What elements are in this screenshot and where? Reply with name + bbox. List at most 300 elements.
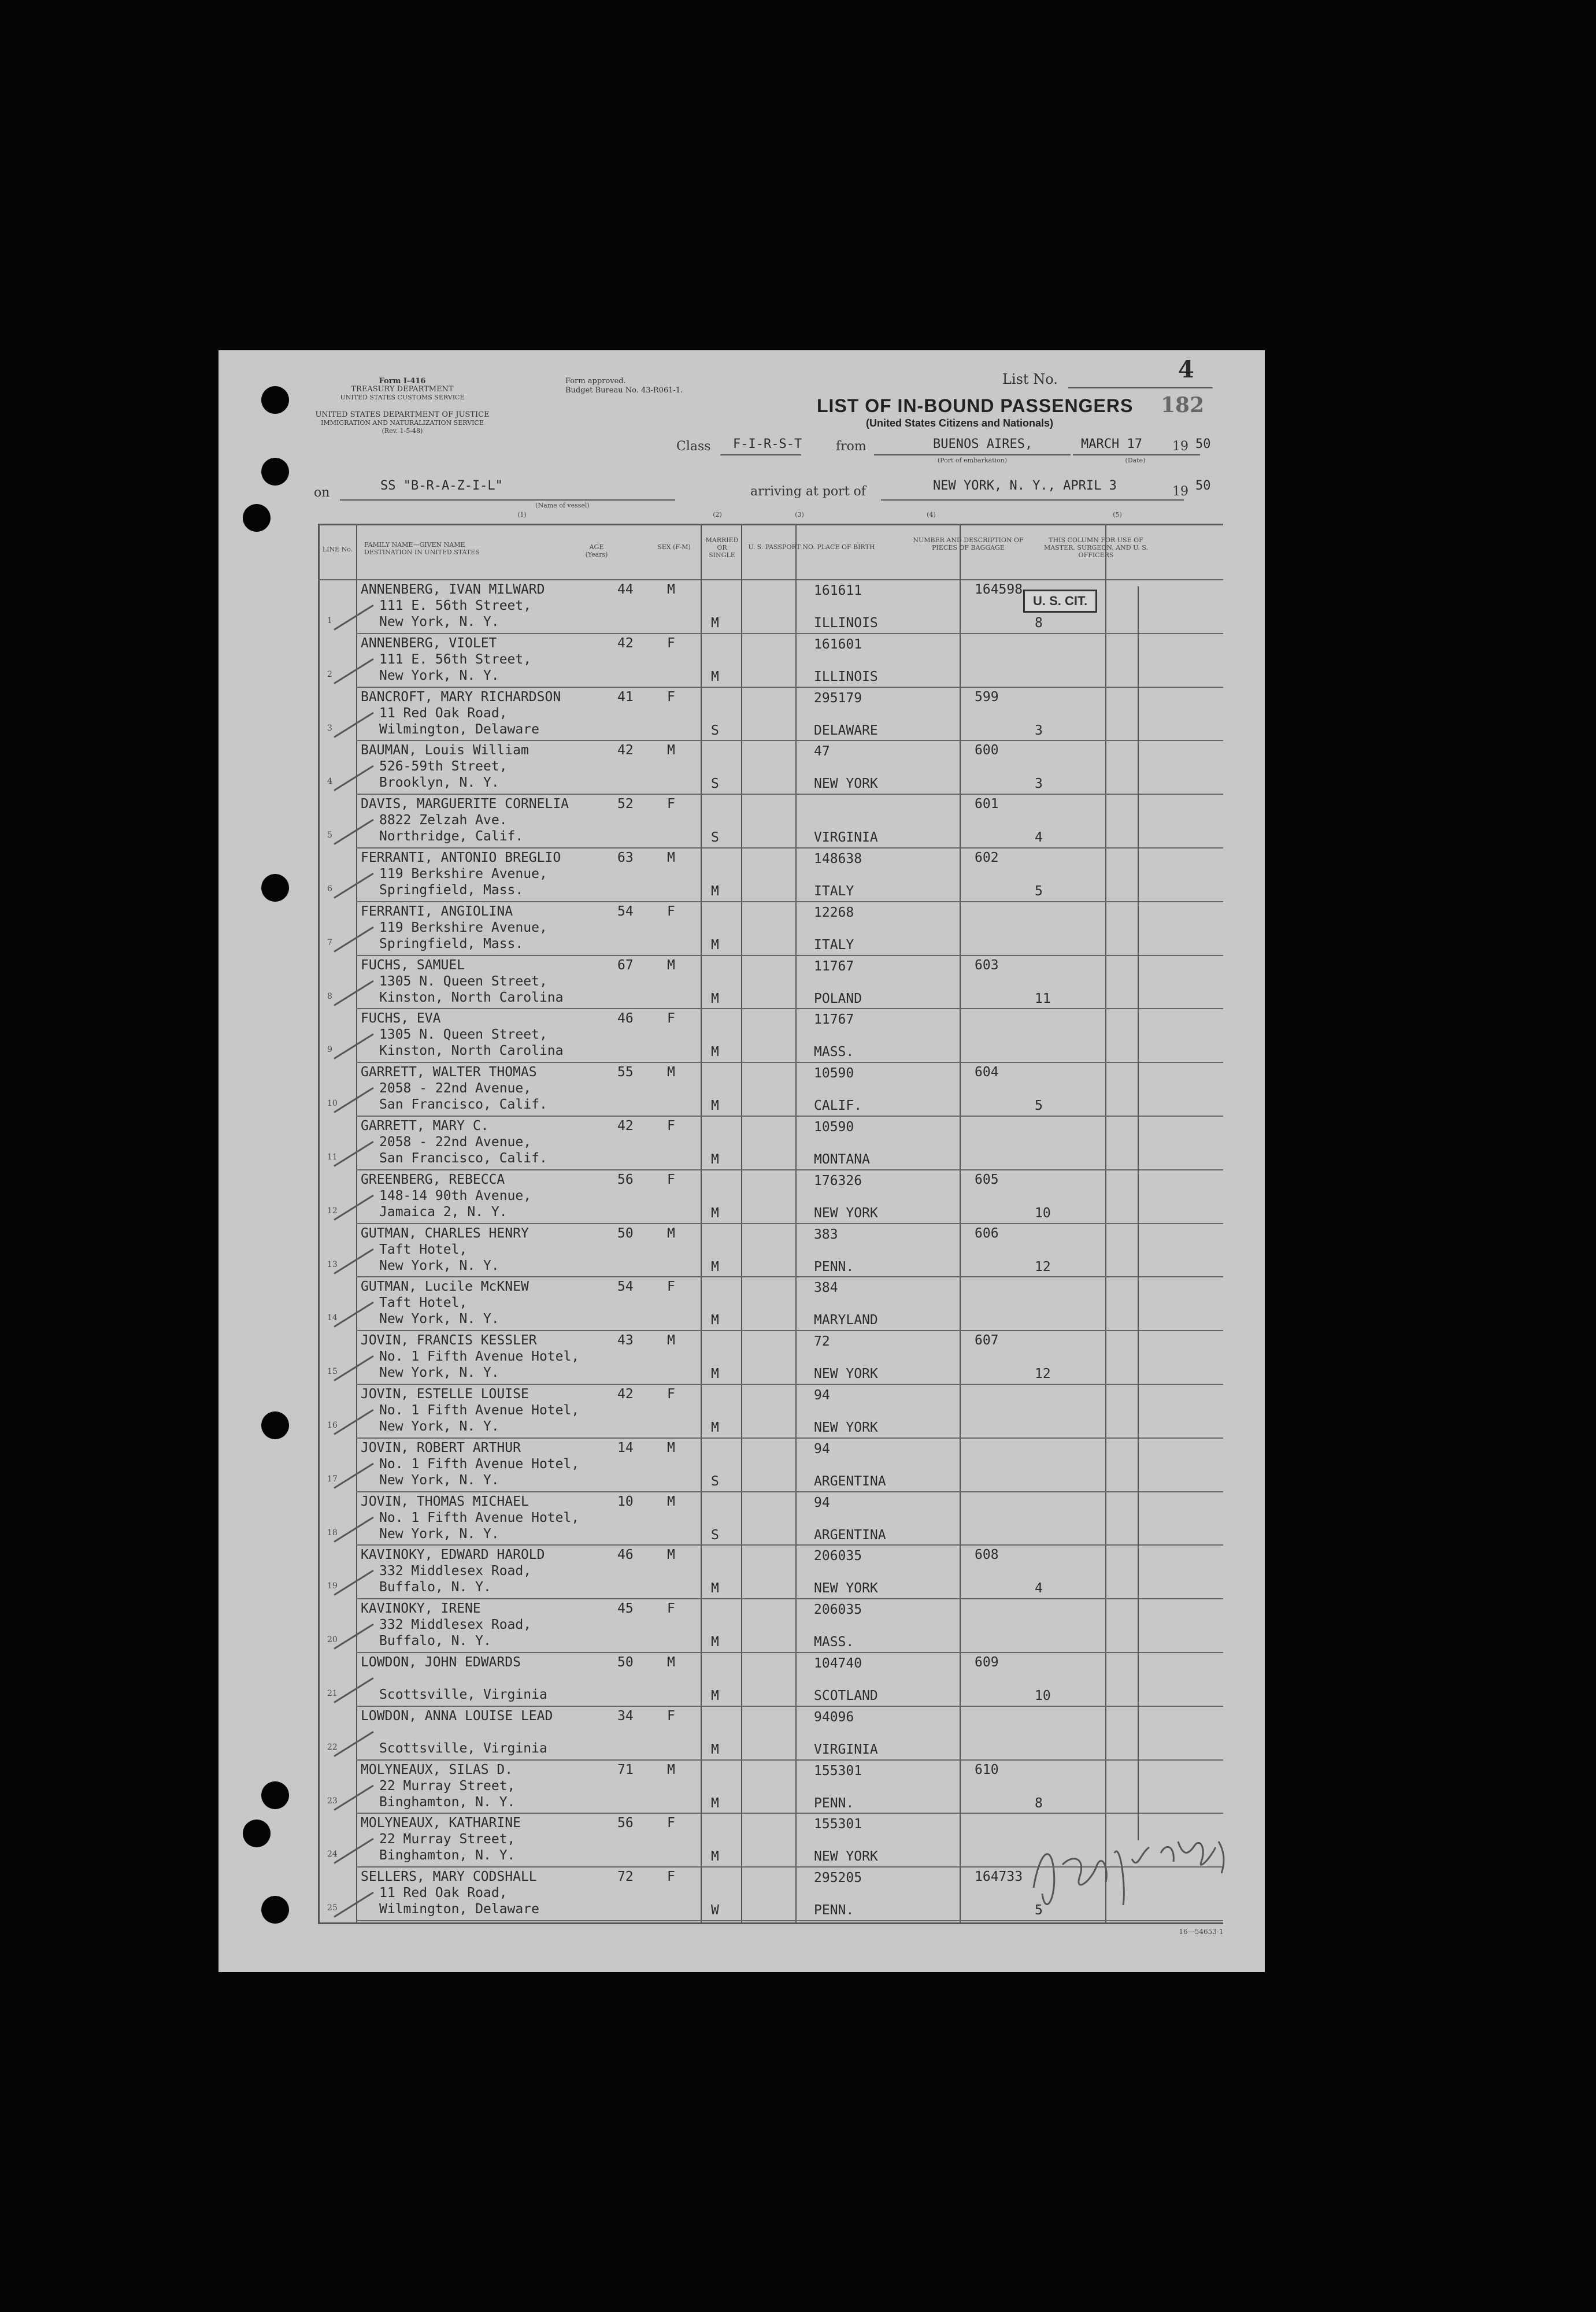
sex: F	[667, 1172, 675, 1187]
address-line-1: 2058 - 22nd Avenue,	[379, 1135, 532, 1150]
table-row	[318, 1170, 1220, 1224]
marital-status: M	[711, 1044, 719, 1060]
line-number: 10	[327, 1099, 338, 1109]
date-caption: (Date)	[1125, 457, 1146, 464]
table-row	[318, 902, 1220, 956]
line-number: 14	[327, 1313, 338, 1323]
check-mark	[334, 712, 373, 738]
table-row	[318, 1439, 1220, 1492]
address-line-1: 332 Middlesex Road,	[379, 1617, 532, 1633]
table-row	[318, 634, 1220, 688]
baggage-number: 606	[975, 1225, 999, 1241]
age: 43	[617, 1333, 634, 1348]
address-line-2: Kinston, North Carolina	[379, 1043, 564, 1059]
address-line-1: No. 1 Fifth Avenue Hotel,	[379, 1456, 580, 1472]
check-mark	[334, 658, 373, 684]
passenger-name: ANNENBERG, VIOLET	[361, 635, 497, 651]
col-number-1: (1)	[517, 511, 527, 518]
address-line-2: Scottsville, Virginia	[379, 1687, 547, 1702]
place-of-birth: ILLINOIS	[814, 616, 878, 631]
table-row	[318, 956, 1220, 1010]
check-mark	[334, 1677, 373, 1703]
marital-status: S	[711, 1527, 719, 1543]
place-of-birth: PENN.	[814, 1795, 854, 1811]
line-number: 4	[327, 777, 332, 787]
sex: F	[667, 1869, 675, 1885]
punch-hole	[261, 1411, 289, 1439]
passenger-name: ANNENBERG, IVAN MILWARD	[361, 582, 545, 597]
place-of-birth: PENN.	[814, 1903, 854, 1918]
col-header-officers: THIS COLUMN FOR USE OF MASTER, SURGEON, AND U. S. OFFICERS	[1043, 536, 1148, 559]
line-number: 17	[327, 1474, 338, 1484]
punch-hole	[261, 1896, 289, 1924]
baggage-number: 164733	[975, 1869, 1023, 1885]
table-row	[318, 1599, 1220, 1653]
marital-status: S	[711, 1473, 719, 1489]
embark-year-prefix: 19	[1172, 439, 1188, 454]
address-line-2: New York, N. Y.	[379, 1472, 499, 1488]
passport-number: 206035	[814, 1602, 862, 1618]
arrival-port-date: NEW YORK, N. Y., APRIL 3	[933, 479, 1117, 493]
address-line-1: 11 Red Oak Road,	[379, 1885, 508, 1901]
age: 67	[617, 957, 634, 973]
marital-status: M	[711, 1795, 719, 1811]
age: 56	[617, 1172, 634, 1187]
sex: F	[667, 1601, 675, 1617]
address-line-1: No. 1 Fifth Avenue Hotel,	[379, 1510, 580, 1525]
list-number: 4	[1178, 356, 1194, 383]
passport-number: 47	[814, 744, 830, 759]
address-line-1: 1305 N. Queen Street,	[379, 973, 547, 989]
baggage-pieces: 3	[1035, 776, 1043, 792]
line-number: 21	[327, 1689, 338, 1698]
baggage-number: 607	[975, 1333, 999, 1348]
marital-status: M	[711, 1366, 719, 1382]
address-line-2: New York, N. Y.	[379, 1258, 499, 1273]
marital-status: M	[711, 1313, 719, 1328]
place-of-birth: NEW YORK	[814, 1205, 878, 1221]
sex: M	[667, 1762, 675, 1777]
address-line-2: New York, N. Y.	[379, 1365, 499, 1381]
check-mark	[334, 927, 373, 953]
passport-number: 206035	[814, 1548, 862, 1564]
baggage-number: 605	[975, 1172, 999, 1187]
marital-status: M	[711, 1742, 719, 1757]
check-mark	[334, 605, 373, 631]
page-title: LIST OF IN-BOUND PASSENGERS	[817, 395, 1134, 416]
table-row	[318, 1385, 1220, 1439]
line-number: 3	[327, 723, 332, 733]
sex: M	[667, 850, 675, 865]
address-line-2: Wilmington, Delaware	[379, 1902, 539, 1917]
marital-status: S	[711, 776, 719, 792]
passport-number: 161601	[814, 636, 862, 652]
check-mark	[334, 873, 373, 899]
address-line-1: 2058 - 22nd Avenue,	[379, 1081, 532, 1096]
age: 41	[617, 689, 634, 705]
punch-hole	[243, 504, 271, 532]
passenger-name: KAVINOKY, IRENE	[361, 1601, 481, 1617]
list-no-label: List No.	[1002, 371, 1058, 387]
baggage-number: 601	[975, 796, 999, 812]
class-label: Class	[676, 439, 711, 454]
line-number: 2	[327, 669, 332, 679]
passport-number: 295179	[814, 690, 862, 706]
age: 63	[617, 850, 634, 865]
immigration-service: IMMIGRATION AND NATURALIZATION SERVICE	[321, 419, 484, 427]
check-mark	[334, 1141, 373, 1167]
passenger-name: FERRANTI, ANGIOLINA	[361, 903, 513, 919]
address-line-1: 119 Berkshire Avenue,	[379, 920, 547, 935]
place-of-birth: MARYLAND	[814, 1313, 878, 1328]
passenger-name: LOWDON, ANNA LOUISE LEAD	[361, 1708, 553, 1724]
address-line-1: 332 Middlesex Road,	[379, 1563, 532, 1579]
baggage-pieces: 5	[1035, 1903, 1043, 1918]
check-mark	[334, 1087, 373, 1113]
arrival-year-prefix: 19	[1172, 484, 1188, 499]
arriving-label: arriving at port of	[750, 484, 866, 499]
address-line-2: Buffalo, N. Y.	[379, 1633, 491, 1649]
line-number: 7	[327, 938, 332, 947]
line-number: 9	[327, 1045, 332, 1055]
sex: M	[667, 1655, 675, 1670]
passport-number: 94096	[814, 1709, 854, 1725]
on-label: on	[314, 486, 330, 500]
address-line-1: 119 Berkshire Avenue,	[379, 866, 547, 881]
passport-number: 94	[814, 1495, 830, 1510]
address-line-1: 526-59th Street,	[379, 759, 508, 775]
baggage-number: 599	[975, 689, 999, 705]
address-line-2: Jamaica 2, N. Y.	[379, 1204, 508, 1220]
passport-number: 384	[814, 1280, 838, 1296]
col-header-passport: U. S. PASSPORT NO. PLACE OF BIRTH	[748, 543, 875, 551]
baggage-number: 600	[975, 743, 999, 758]
age: 50	[617, 1655, 634, 1670]
col-number-3: (3)	[795, 511, 804, 518]
baggage-number: 609	[975, 1655, 999, 1670]
age: 34	[617, 1708, 634, 1724]
age: 45	[617, 1601, 634, 1617]
sex: F	[667, 1815, 675, 1831]
baggage-pieces: 12	[1035, 1366, 1051, 1382]
sex: F	[667, 796, 675, 812]
check-mark	[334, 1463, 373, 1489]
table-row	[318, 1277, 1220, 1331]
address-line-2: Binghamton, N. Y.	[379, 1794, 516, 1810]
marital-status: M	[711, 1205, 719, 1221]
passport-number: 295205	[814, 1870, 862, 1886]
table-row	[318, 1063, 1220, 1117]
passport-number: 94	[814, 1388, 830, 1403]
passenger-name: GARRETT, WALTER THOMAS	[361, 1065, 537, 1080]
passenger-name: BAUMAN, Louis William	[361, 743, 529, 758]
check-mark	[334, 1409, 373, 1435]
baggage-number: 164598	[975, 582, 1023, 597]
address-line-1: 22 Murray Street,	[379, 1778, 516, 1794]
passenger-name: JOVIN, ESTELLE LOUISE	[361, 1387, 529, 1402]
passenger-name: LOWDON, JOHN EDWARDS	[361, 1655, 521, 1670]
baggage-pieces: 10	[1035, 1205, 1051, 1221]
embark-date: MARCH 17	[1081, 437, 1142, 451]
baggage-pieces: 11	[1035, 991, 1051, 1006]
place-of-birth: MASS.	[814, 1635, 854, 1650]
baggage-number: 610	[975, 1762, 999, 1777]
col-header-age: AGE (Years)	[585, 543, 608, 558]
vessel-caption: (Name of vessel)	[535, 502, 590, 509]
address-line-1: 148-14 90th Avenue,	[379, 1188, 532, 1203]
marital-status: M	[711, 937, 719, 953]
marital-status: M	[711, 1152, 719, 1167]
passport-number: 10590	[814, 1066, 854, 1081]
passenger-name: MOLYNEAUX, SILAS D.	[361, 1762, 513, 1777]
passport-number: 155301	[814, 1763, 862, 1779]
place-of-birth: POLAND	[814, 991, 862, 1006]
port-of-embarkation: BUENOS AIRES,	[933, 437, 1033, 451]
check-mark	[334, 1302, 373, 1328]
place-of-birth: CALIF.	[814, 1098, 862, 1114]
age: 72	[617, 1869, 634, 1885]
sex: F	[667, 1387, 675, 1402]
place-of-birth: VIRGINIA	[814, 1742, 878, 1757]
manifest-page	[219, 350, 1265, 1972]
passenger-name: JOVIN, ROBERT ARTHUR	[361, 1440, 521, 1455]
marital-status: M	[711, 991, 719, 1006]
budget-bureau: Budget Bureau No. 43-R061-1.	[565, 386, 683, 395]
baggage-pieces: 4	[1035, 830, 1043, 846]
sex: M	[667, 1494, 675, 1509]
col-header-line: LINE No.	[322, 546, 353, 553]
address-line-2: Wilmington, Delaware	[379, 721, 539, 737]
marital-status: M	[711, 1635, 719, 1650]
passenger-name: DAVIS, MARGUERITE CORNELIA	[361, 796, 569, 812]
baggage-number: 602	[975, 850, 999, 865]
check-mark	[334, 1624, 373, 1650]
page-number: 182	[1161, 393, 1205, 417]
punch-hole	[261, 1781, 289, 1809]
passport-number: 12268	[814, 905, 854, 920]
line-number: 5	[327, 831, 332, 840]
check-mark	[334, 1838, 373, 1864]
age: 10	[617, 1494, 634, 1509]
address-line-2: New York, N. Y.	[379, 668, 499, 683]
baggage-pieces: 3	[1035, 722, 1043, 738]
embark-year: 50	[1195, 437, 1211, 451]
treasury-department: TREASURY DEPARTMENT	[351, 385, 454, 394]
passenger-name: FERRANTI, ANTONIO BREGLIO	[361, 850, 561, 865]
passenger-name: MOLYNEAUX, KATHARINE	[361, 1815, 521, 1831]
customs-service: UNITED STATES CUSTOMS SERVICE	[340, 394, 465, 401]
line-number: 25	[327, 1903, 338, 1913]
line-number: 24	[327, 1850, 338, 1859]
line-number: 16	[327, 1421, 338, 1430]
place-of-birth: ITALY	[814, 937, 854, 953]
table-row	[318, 1492, 1220, 1546]
place-of-birth: NEW YORK	[814, 776, 878, 792]
address-line-2: New York, N. Y.	[379, 1419, 499, 1434]
age: 42	[617, 635, 634, 651]
place-of-birth: NEW YORK	[814, 1849, 878, 1865]
address-line-1: 22 Murray Street,	[379, 1832, 516, 1847]
passport-number: 161611	[814, 583, 862, 598]
address-line-1: 111 E. 56th Street,	[379, 651, 532, 667]
line-number: 13	[327, 1259, 338, 1269]
from-label: from	[836, 439, 866, 454]
sex: M	[667, 1440, 675, 1455]
passport-number: 155301	[814, 1817, 862, 1832]
baggage-pieces: 8	[1035, 1795, 1043, 1811]
address-line-1: 111 E. 56th Street,	[379, 598, 532, 613]
passenger-name: GREENBERG, REBECCA	[361, 1172, 505, 1187]
place-of-birth: NEW YORK	[814, 1581, 878, 1596]
line-number: 20	[327, 1635, 338, 1645]
col-header-name: FAMILY NAME—GIVEN NAME DESTINATION IN UNITED STATES	[364, 541, 480, 556]
baggage-pieces: 4	[1035, 1581, 1043, 1596]
marital-status: M	[711, 616, 719, 631]
passport-number: 94	[814, 1441, 830, 1457]
age: 56	[617, 1815, 634, 1831]
marital-status: M	[711, 1098, 719, 1114]
address-line-1: No. 1 Fifth Avenue Hotel,	[379, 1403, 580, 1418]
address-line-2: Springfield, Mass.	[379, 936, 524, 951]
col-number-5: (5)	[1113, 511, 1122, 518]
check-mark	[334, 1195, 373, 1221]
table-row	[318, 1009, 1220, 1063]
address-line-1: 8822 Zelzah Ave.	[379, 813, 508, 828]
passenger-name: JOVIN, FRANCIS KESSLER	[361, 1333, 537, 1348]
sex: M	[667, 1065, 675, 1080]
check-mark	[334, 980, 373, 1006]
line-number: 18	[327, 1528, 338, 1537]
place-of-birth: ARGENTINA	[814, 1473, 886, 1489]
sex: F	[667, 1118, 675, 1133]
passenger-name: GUTMAN, CHARLES HENRY	[361, 1225, 529, 1241]
passenger-name: SELLERS, MARY CODSHALL	[361, 1869, 537, 1885]
age: 50	[617, 1225, 634, 1241]
address-line-2: New York, N. Y.	[379, 1526, 499, 1542]
sex: F	[667, 903, 675, 919]
line-number: 12	[327, 1206, 338, 1216]
passenger-name: JOVIN, THOMAS MICHAEL	[361, 1494, 529, 1509]
form-approved: Form approved.	[565, 377, 626, 386]
passenger-name: FUCHS, SAMUEL	[361, 957, 465, 973]
revision-date: (Rev. 1-5-48)	[382, 427, 423, 435]
sex: M	[667, 743, 675, 758]
age: 71	[617, 1762, 634, 1777]
place-of-birth: VIRGINIA	[814, 830, 878, 846]
table-row	[318, 741, 1220, 795]
age: 52	[617, 796, 634, 812]
col-header-married: MARRIED OR SINGLE	[705, 536, 739, 559]
line-number: 11	[327, 1153, 338, 1162]
class-value: F-I-R-S-T	[733, 437, 802, 451]
passport-number: 10590	[814, 1120, 854, 1135]
footer-code: 16—54653-1	[1179, 1928, 1224, 1936]
sex: F	[667, 1011, 675, 1027]
passenger-name: KAVINOKY, EDWARD HAROLD	[361, 1547, 545, 1563]
officer-signature	[1022, 1818, 1242, 1922]
check-mark	[334, 1892, 373, 1918]
address-line-2: Kinston, North Carolina	[379, 990, 564, 1005]
punch-hole	[261, 874, 289, 902]
check-mark	[334, 819, 373, 845]
passenger-name: GUTMAN, Lucile McKNEW	[361, 1279, 529, 1295]
us-citizen-stamp: U. S. CIT.	[1023, 590, 1097, 613]
marital-status: S	[711, 830, 719, 846]
passenger-table	[318, 524, 1223, 1922]
port-embark-caption: (Port of embarkation)	[937, 457, 1008, 464]
check-mark	[334, 1516, 373, 1542]
address-line-2: New York, N. Y.	[379, 1311, 499, 1327]
marital-status: S	[711, 722, 719, 738]
address-line-1: No. 1 Fifth Avenue Hotel,	[379, 1349, 580, 1365]
table-row	[318, 1761, 1220, 1814]
baggage-pieces: 8	[1035, 616, 1043, 631]
marital-status: W	[711, 1903, 719, 1918]
vessel-name: SS "B-R-A-Z-I-L"	[380, 479, 503, 493]
place-of-birth: ARGENTINA	[814, 1527, 886, 1543]
line-number: 22	[327, 1742, 338, 1752]
col-header-sex: SEX (F-M)	[657, 543, 691, 551]
baggage-pieces: 10	[1035, 1688, 1051, 1703]
table-row	[318, 1224, 1220, 1278]
check-mark	[334, 1731, 373, 1757]
place-of-birth: MONTANA	[814, 1152, 870, 1167]
age: 42	[617, 1387, 634, 1402]
marital-status: M	[711, 1849, 719, 1865]
marital-status: M	[711, 1420, 719, 1435]
address-line-2: Binghamton, N. Y.	[379, 1848, 516, 1863]
marital-status: M	[711, 1688, 719, 1703]
address-line-1: 1305 N. Queen Street,	[379, 1027, 547, 1043]
punch-hole	[243, 1820, 271, 1847]
place-of-birth: SCOTLAND	[814, 1688, 878, 1703]
col-number-2: (2)	[713, 511, 722, 518]
address-line-2: Northridge, Calif.	[379, 829, 524, 844]
check-mark	[334, 1033, 373, 1059]
line-number: 23	[327, 1796, 338, 1806]
line-number: 15	[327, 1367, 338, 1377]
table-row	[318, 1117, 1220, 1170]
age: 54	[617, 903, 634, 919]
marital-status: M	[711, 1581, 719, 1596]
address-line-2: Brooklyn, N. Y.	[379, 775, 499, 791]
age: 42	[617, 1118, 634, 1133]
line-number: 6	[327, 884, 332, 894]
sex: M	[667, 957, 675, 973]
table-row	[318, 1653, 1220, 1707]
address-line-2: New York, N. Y.	[379, 614, 499, 629]
check-mark	[334, 1248, 373, 1274]
sex: M	[667, 1333, 675, 1348]
place-of-birth: ILLINOIS	[814, 669, 878, 684]
baggage-number: 604	[975, 1065, 999, 1080]
line-number: 8	[327, 991, 332, 1001]
passenger-rows	[318, 580, 1223, 1922]
table-row	[318, 795, 1220, 849]
page-subtitle: (United States Citizens and Nationals)	[866, 417, 1054, 429]
passenger-name: GARRETT, MARY C.	[361, 1118, 489, 1133]
baggage-number: 603	[975, 957, 999, 973]
table-row	[318, 849, 1220, 902]
punch-hole	[261, 386, 289, 414]
address-line-2: Scottsville, Virginia	[379, 1740, 547, 1756]
age: 46	[617, 1011, 634, 1027]
place-of-birth: PENN.	[814, 1259, 854, 1274]
passport-number: 104740	[814, 1656, 862, 1671]
table-row	[318, 1546, 1220, 1599]
marital-status: M	[711, 884, 719, 899]
sex: M	[667, 582, 675, 597]
